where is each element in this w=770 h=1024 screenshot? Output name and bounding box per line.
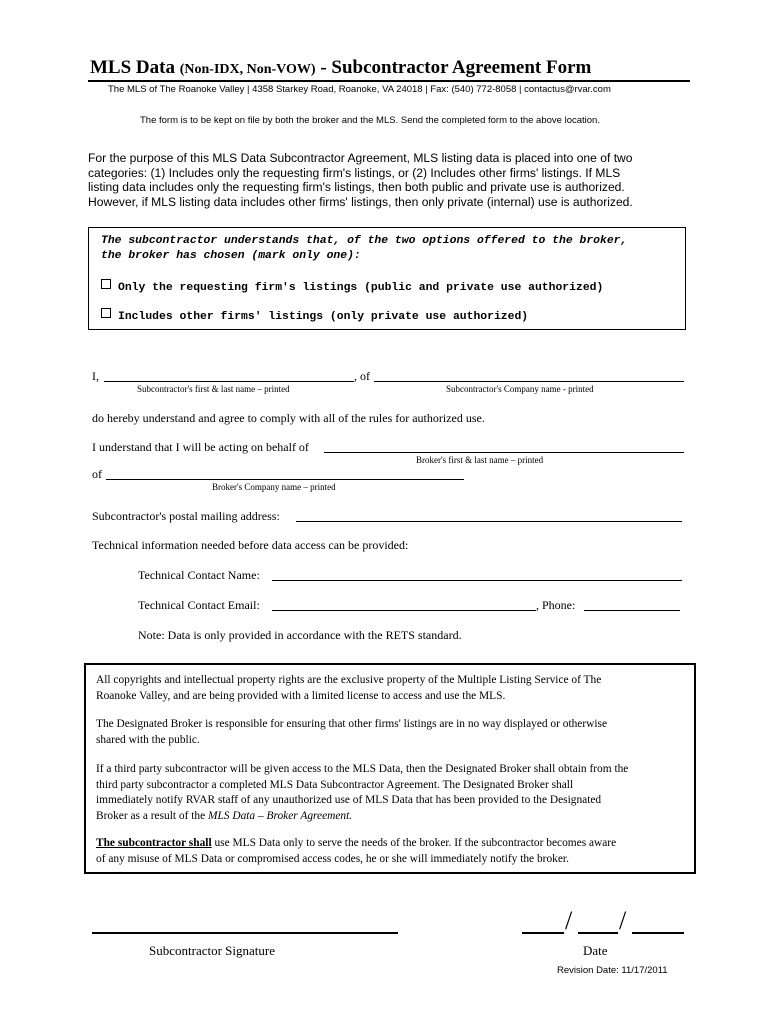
i-label: I,: [92, 369, 99, 383]
intro-line: listing data includes only the requesting firm's listings, then both public and private use is authorized.: [88, 180, 625, 195]
broker-name-field[interactable]: [324, 452, 684, 453]
rets-note: Note: Data is only provided in accordance with the RETS standard.: [138, 628, 462, 642]
agree-text: do hereby understand and agree to comply with all of the rules for authorized use.: [92, 411, 485, 425]
options-question: The subcontractor understands that, of the two options offered to the broker, the broker has chosen (mark only one):: [101, 235, 628, 262]
behalf-label: I understand that I will be acting on behalf of: [92, 440, 309, 454]
third-party-paragraph: If a third party subcontractor will be given access to the MLS Data, then the Designated Broker shall obtain from the third party subcontractor a completed MLS Data Subcontractor Agreement. The Designated Broker shall immediately notify RVAR staff of any unauthorized use of MLS Data that has been provided to the Designated Broker as a result of the MLS Data – Broker Agreement.: [96, 763, 629, 822]
date-slash: /: [619, 906, 627, 935]
tech-info-label: Technical information needed before data access can be provided:: [92, 538, 409, 552]
tech-contact-name-label: Technical Contact Name:: [138, 568, 260, 582]
signature-label: Subcontractor Signature: [149, 943, 275, 958]
page-title: MLS Data (Non-IDX, Non-VOW) - Subcontractor Agreement Form: [90, 57, 592, 78]
signature-line[interactable]: [92, 932, 398, 934]
phone-field[interactable]: [584, 610, 680, 611]
keep-on-file-note: The form is to be kept on file by both the broker and the MLS. Send the completed form to the above location.: [140, 115, 600, 126]
checkbox-own-listings[interactable]: [101, 279, 111, 289]
intro-line: For the purpose of this MLS Data Subcontractor Agreement, MLS listing data is placed into one of two: [88, 151, 633, 165]
date-day-line[interactable]: [578, 932, 618, 934]
of-label-2: of: [92, 467, 102, 481]
phone-label: , Phone:: [536, 598, 576, 612]
revision-date: Revision Date: 11/17/2011: [557, 965, 668, 976]
postal-address-field[interactable]: [296, 521, 682, 522]
intro-line: categories: (1) Includes only the requesting firm's listings, or (2) Includes other firms' listings. If MLS: [88, 165, 621, 180]
intro-paragraph: [88, 151, 673, 209]
date-month-line[interactable]: [522, 932, 564, 934]
broker-name-caption: Broker's first & last name – printed: [416, 455, 544, 465]
subcontractor-company-field[interactable]: [374, 381, 684, 382]
options-box: [88, 227, 686, 330]
designated-broker-paragraph: The Designated Broker is responsible for ensuring that other firms' listings are in no way displayed or otherwise shared with the public.: [96, 718, 608, 746]
legal-terms-box: [84, 663, 696, 874]
subcontractor-name-field[interactable]: [104, 381, 354, 382]
contact-line: The MLS of The Roanoke Valley | 4358 Starkey Road, Roanoke, VA 24018 | Fax: (540) 772-8058 | contactus@rvar.com: [108, 84, 611, 95]
checkbox-other-firms-listings[interactable]: [101, 308, 111, 318]
postal-address-label: Subcontractor's postal mailing address:: [92, 509, 280, 523]
broker-company-field[interactable]: [106, 479, 464, 480]
title-divider: [88, 80, 690, 82]
tech-contact-name-field[interactable]: [272, 580, 682, 581]
subcontractor-name-caption: Subcontractor's first & last name – printed: [137, 384, 290, 394]
date-slash: /: [565, 906, 573, 935]
tech-contact-email-label: Technical Contact Email:: [138, 598, 260, 612]
of-label: , of: [354, 369, 370, 383]
intro-line: However, if MLS listing data includes other firms' listings, then only private (internal) use is authorized.: [88, 194, 633, 209]
copyright-paragraph: All copyrights and intellectual property rights are the exclusive property of the Multiple Listing Service of The Roanoke Valley, and are being provided with a limited license to access and use the MLS.: [96, 674, 602, 702]
date-label: Date: [583, 943, 608, 958]
broker-company-caption: Broker's Company name – printed: [212, 482, 336, 492]
option-own-listings[interactable]: Only the requesting firm's listings (public and private use authorized): [101, 279, 603, 294]
subcontractor-company-caption: Subcontractor's Company name - printed: [446, 384, 594, 394]
option-other-firms-listings[interactable]: Includes other firms' listings (only private use authorized): [101, 308, 528, 323]
subcontractor-obligation-paragraph: The subcontractor shall use MLS Data only to serve the needs of the broker. If the subcontractor becomes aware of any misuse of MLS Data or compromised access codes, he or she will immediately notify the broker.: [96, 837, 617, 865]
date-year-line[interactable]: [632, 932, 684, 934]
tech-contact-email-field[interactable]: [272, 610, 536, 611]
